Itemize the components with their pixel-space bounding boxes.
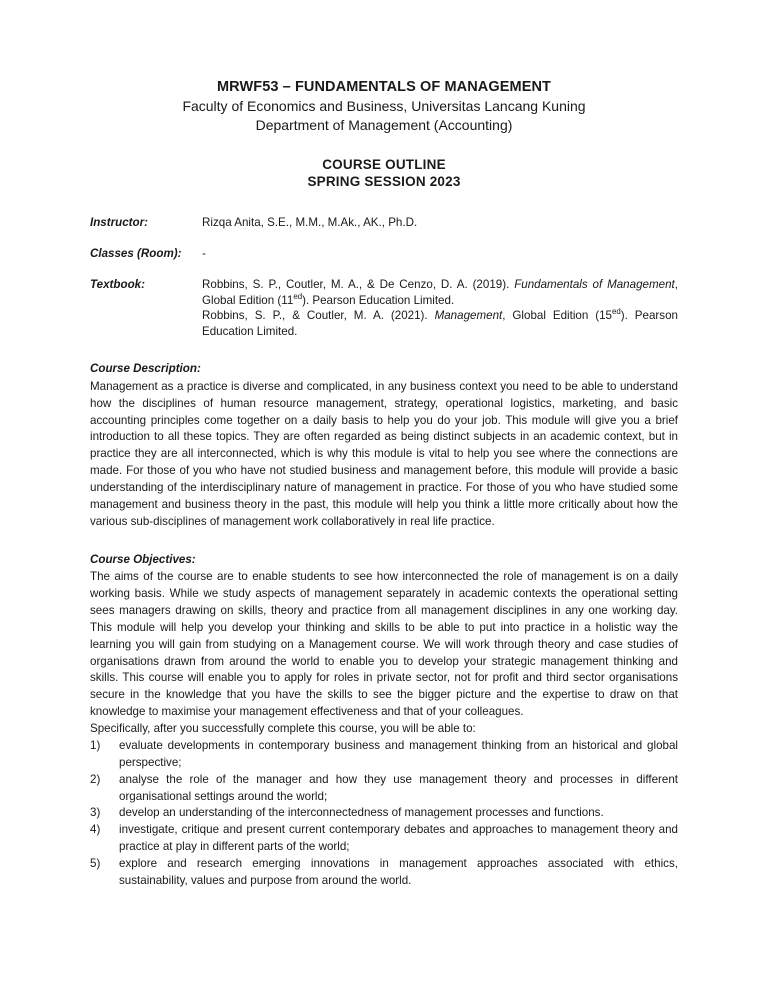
textbook-2-title: Management <box>434 309 503 323</box>
textbook-1-title: Fundamentals of Management <box>514 277 675 291</box>
classes-value: - <box>202 247 206 261</box>
objectives-lead-in: Specifically, after you successfully complete this course, you will be able to: <box>90 722 476 736</box>
list-item <box>90 805 678 822</box>
textbook-row <box>90 277 678 340</box>
objectives-list <box>90 738 678 890</box>
textbook-reference-1: Robbins, S. P., Coutler, M. A., & De Cenzo, D. A. (2019). Fundamentals of Management, Global Edition $(11^{ed})$. Pearson Education Limited. <box>202 277 678 307</box>
instructor-value: Rizqa Anita, S.E., M.M., M.Ak., AK., Ph.D. <box>202 216 418 230</box>
list-item-marker: 3) <box>90 806 101 820</box>
classes-label: Classes (Room): <box>90 247 182 261</box>
document-body <box>90 78 678 890</box>
list-item-text: investigate, critique and present current contemporary debates and approaches to management theory and practice at play in different parts of the world; <box>119 823 678 854</box>
list-item <box>90 738 678 772</box>
list-item-text: explore and research emerging innovations in management approaches associated with ethics, sustainability, values and purpose from around the world. <box>119 856 678 887</box>
list-item <box>90 822 678 856</box>
faculty-line: Faculty of Economics and Business, Universitas Lancang Kuning <box>182 98 586 115</box>
list-item-text: evaluate developments in contemporary business and management thinking from an historical and global perspective; <box>119 738 678 769</box>
department-line: Department of Management (Accounting) <box>255 116 513 133</box>
course-title: MRWF53 – FUNDAMENTALS OF MANAGEMENT <box>216 79 552 95</box>
document-type-block <box>90 156 678 192</box>
course-objectives-heading: Course Objectives: <box>90 552 196 566</box>
course-description-heading: Course Description: <box>90 362 201 375</box>
course-metadata <box>90 215 678 340</box>
edition-superscript-1: ed <box>293 291 303 301</box>
instructor-row <box>90 215 678 231</box>
textbook-label: Textbook: <box>90 277 145 291</box>
textbook-value <box>202 277 678 340</box>
list-item-marker: 1) <box>90 738 101 752</box>
list-item-text: analyse the role of the manager and how they use management theory and processes in different organisational settings around the world; <box>119 772 678 803</box>
list-item-text: develop an understanding of the interconnectedness of management processes and functions. <box>119 806 604 820</box>
session-label: SPRING SESSION 2023 <box>307 174 461 190</box>
classes-row <box>90 246 678 262</box>
edition-superscript-2: ed <box>612 307 621 317</box>
list-item-marker: 2) <box>90 772 101 786</box>
course-description-text: Management as a practice is diverse and complicated, in any business context you need to be able to understand how the disciplines of human resource management, strategy, operational logistics, marketing, and basic accounting principles come together on a daily basis to help you do your job. This module will give you a brief introduction to all these topics. They are often regarded as being distinct subjects in an academic context, but in practice they are all interconnected, which is why this module is vital to help you see where the connections are made. For those of you who have not studied business and management before, this module will provide a basic understanding of the interdisciplinary nature of management in practice. For those of you who have studied some management and business theory in the past, this module will help you think a little more critically about how the various sub-disciplines of management work collaboratively in real life practice. <box>90 379 678 528</box>
list-item <box>90 772 678 806</box>
list-item-marker: 5) <box>90 856 101 870</box>
list-item-marker: 4) <box>90 823 101 837</box>
course-description-section <box>90 361 678 531</box>
document-type: COURSE OUTLINE <box>322 156 446 172</box>
course-objectives-text: The aims of the course are to enable students to see how interconnected the role of management is on a daily working basis. While we study aspects of management separately in academic contexts the operational setting sees managers drawing on skills, theory and practice from all management disciplines in any one working day. This module will help you develop your thinking and skills to be able to put into practice in a holistic way the learning you will gain from studying on a Management course. We will work through theory and case studies of organisations drawn from around the world to enable you to develop your strategic management thinking and skills. This course will enable you to apply for roles in private sector, not for profit and third sector organisations secure in the knowledge that you have the skills to see the bigger picture and the expertise to draw on that knowledge to maximise your management effectiveness and that of your colleagues. <box>90 570 678 719</box>
course-objectives-section <box>90 552 678 890</box>
document-header <box>90 78 678 135</box>
list-item <box>90 856 678 890</box>
textbook-reference-2: Robbins, S. P., & Coutler, M. A. (2021). Management, Global Edition $(15^{ed})$. Pearson Education Limited. <box>202 307 678 339</box>
instructor-label: Instructor: <box>90 216 148 230</box>
